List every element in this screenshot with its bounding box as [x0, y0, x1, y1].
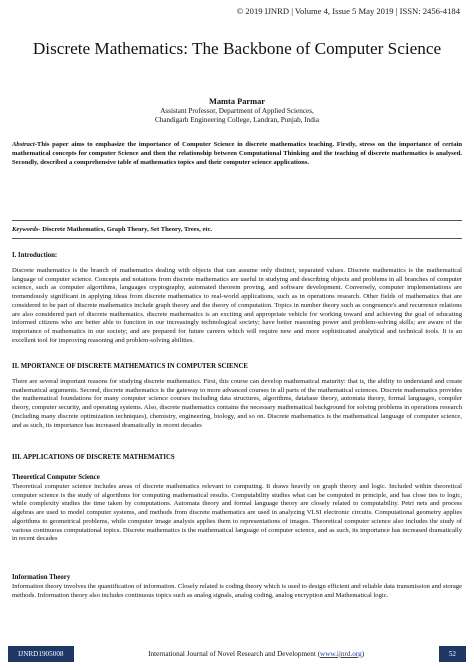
keywords-label: Keywords-: [12, 226, 41, 233]
subheading-theoretical-cs: Theoretical Computer Science: [12, 474, 100, 481]
section-heading-introduction: I. Introduction:: [12, 252, 58, 259]
footer-journal-suffix: ): [361, 650, 365, 658]
abstract: [12, 141, 462, 167]
divider-top: [12, 220, 462, 221]
information-theory-text: Information theory involves the quantification of information. Closely related is coding theory which is used to design efficient and reliable data transmission and storage methods. Information theory also includes continuous topics such as analog signals, analog coding, analog encryption and Mathematical logic.: [12, 583, 462, 599]
section-heading-applications: III. APPLICATIONS OF DISCRETE MATHEMATICS: [12, 454, 175, 461]
abstract-text: This paper aims to emphasize the importance of Computer Science in discrete mathematics teaching. Firstly, stress on the importance of certain mathematical concepts for computer Science and then the relationship between Computational Thinking and the teaching of discrete mathematics is analysed. Secondly, described a comprehensive table of mathematics topics and their computer science applications.: [12, 141, 462, 166]
page-footer: [8, 646, 466, 662]
footer-page-number: 52: [439, 646, 466, 662]
affiliation-line-1: Assistant Professor, Department of Applied Sciences,: [160, 107, 314, 115]
divider-bottom: [12, 238, 462, 239]
author-affiliation: [0, 107, 474, 125]
issue-header: © 2019 IJNRD | Volume 4, Issue 5 May 2019 | ISSN: 2456-4184: [236, 6, 460, 16]
subheading-information-theory: Information Theory: [12, 574, 71, 581]
section-heading-importance: II. MPORTANCE OF DISCRETE MATHEMATICS IN COMPUTER SCIENCE: [12, 363, 248, 370]
keywords: [12, 226, 462, 233]
author-name: Mamta Parmar: [208, 97, 266, 106]
affiliation-line-2: Chandigarh Engineering College, Landran, Punjab, India: [154, 116, 320, 124]
importance-text: There are several important reasons for studying discrete mathematics. First, this course can develop mathematical maturity: that is, the ability to understand and create mathematical arguments. Second, discrete mathematics is the gateway to more advanced courses in all parts of the mathematical sciences. Discrete mathematics provides the mathematical foundations for many computer science courses including data structures, algorithms, database theory, automata theory, formal languages, compiler theory, computer security, and operating systems. Also, discrete mathematics contains the necessary mathematical background for solving problems in operations research (including many discrete optimization techniques), chemistry, engineering, biology, and so on. Discrete mathematics is the mathematical language of computer science, and as such, its importance has increased dramatically in recent decades: [12, 378, 462, 429]
footer-journal-link[interactable]: www.ijnrd.org: [320, 650, 362, 658]
keywords-text: Discrete Mathematics, Graph Theory, Set Theory, Trees, etc.: [40, 226, 213, 233]
abstract-label: Abstract-: [12, 141, 37, 148]
footer-journal-name: International Journal of Novel Research and Development (: [148, 650, 321, 658]
introduction-text: Discrete mathematics is the branch of mathematics dealing with objects that can assume only distinct, separated values. Discrete mathematics is the mathematical language of computer science. Concepts and notations from discrete mathematics are useful in studying and describing objects and problems in all branches of computer science, such as computer algorithms, languages cryptography, automated theorem proving, and software development. Conversely, computer implementations are tremendously significant in applying ideas from discrete mathematics to real-world applications, such as in operations research. Other fields of mathematics that are considered to be part of discrete mathematics include graph theory and the theory of computation. Topics in number theory such as congruence's and recurrence relations are also considered part of discrete mathematics. discrete mathematics is an exciting and appropriate vehicle for working toward and achieving the goal of educating informed citizens who are better able to function in our increasingly technological society; have better reasoning power and problem-solving skills; are aware of the importance of mathematics in our society; and are prepared for future careers which will require new and more sophisticated analytical and technical tools. It is an excellent tool for improving reasoning and problem-solving abilities.: [12, 267, 462, 344]
theoretical-cs-text: Theoretical computer science includes areas of discrete mathematics relevant to computing. It draws heavily on graph theory and logic. Included within theoretical computer science is the study of algorithms for computing mathematical results. Computability studies what can be computed in principle, and has close ties to logic, while complexity studies the time taken by computations. Automata theory and formal language theory are closely related to computability. Petri nets and process algebras are used to model computer systems, and methods from discrete mathematics are used in analyzing VLSI electronic circuits. Computational geometry applies algorithms to geometrical problems, while computer image analysis applies them to representations of images. Theoretical computer science also includes the study of various continuous computational topics. Discrete mathematics is the mathematical language of computer science, and as such, its importance has increased dramatically in recent decades: [12, 483, 462, 543]
footer-paper-id: IJNRD1905008: [8, 646, 74, 662]
paper-title: Discrete Mathematics: The Backbone of Computer Science: [32, 39, 442, 58]
footer-journal: [74, 650, 439, 658]
